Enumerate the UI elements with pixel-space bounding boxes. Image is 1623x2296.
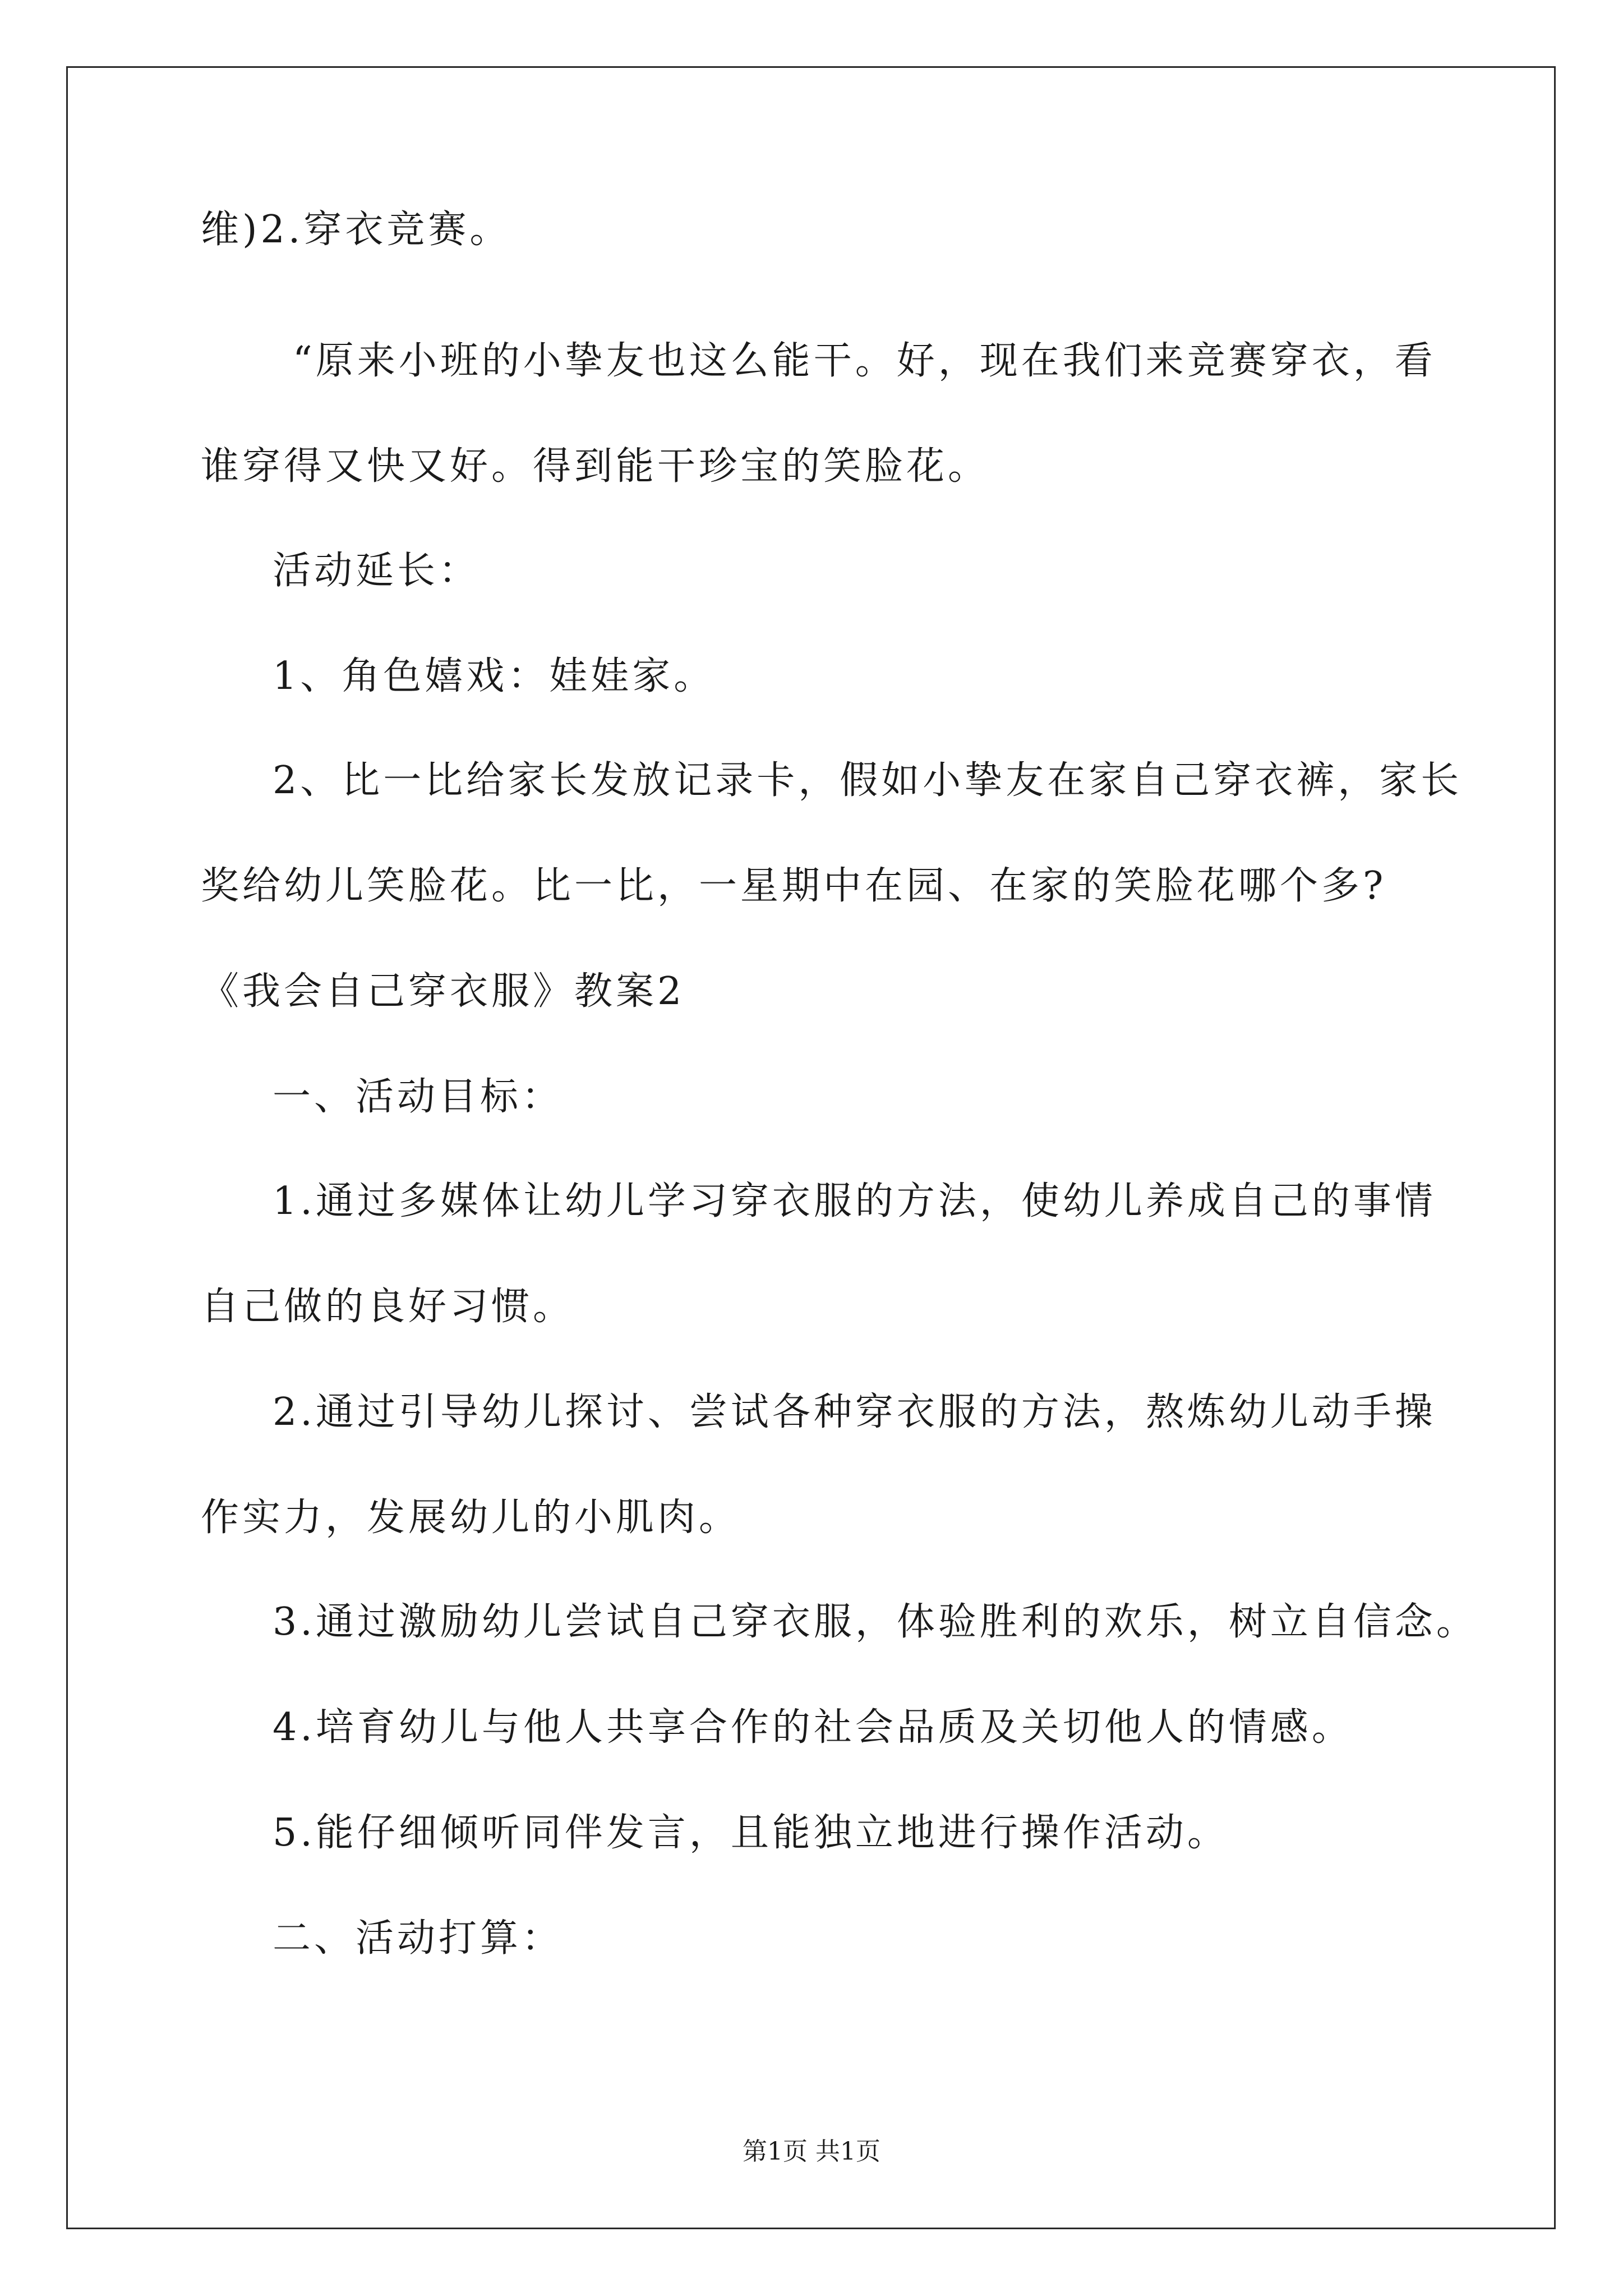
page-number-footer: 第1页 共1页	[743, 2137, 880, 2166]
text-line: 维)2.穿衣竞赛。	[201, 208, 511, 252]
text-line: 1、角色嬉戏：娃娃家。	[273, 654, 716, 698]
text-line: 3.通过激励幼儿尝试自己穿衣服，体验胜利的欢乐，树立自信念。	[273, 1600, 1478, 1644]
text-line: 1.通过多媒体让幼儿学习穿衣服的方法，使幼儿养成自己的事情	[273, 1179, 1436, 1223]
text-line: 活动延长：	[273, 549, 481, 593]
text-line: 自己做的良好习惯。	[201, 1285, 575, 1329]
text-line: “原来小班的小挚友也这么能干。好，现在我们来竞赛穿衣，看	[293, 339, 1436, 383]
text-line: 作实力，发展幼儿的小肌肉。	[201, 1496, 741, 1540]
page-frame	[66, 66, 1556, 2229]
text-line: 谁穿得又快又好。得到能干珍宝的笑脸花。	[201, 444, 990, 489]
text-line: 5.能仔细倾听同伴发言，且能独立地进行操作活动。	[273, 1811, 1229, 1855]
section-heading: 《我会自己穿衣服》教案2	[201, 969, 685, 1014]
text-line: 奖给幼儿笑脸花。比一比，一星期中在园、在家的笑脸花哪个多?	[201, 864, 1387, 908]
text-line: 4.培育幼儿与他人共享合作的社会品质及关切他人的情感。	[273, 1705, 1353, 1750]
text-line: 2、比一比给家长发放记录卡，假如小挚友在家自己穿衣裤，家长	[273, 758, 1463, 803]
text-line: 一、活动目标：	[273, 1075, 564, 1119]
text-line: 二、活动打算：	[273, 1916, 564, 1961]
text-line: 2.通过引导幼儿探讨、尝试各种穿衣服的方法，熬炼幼儿动手操	[273, 1390, 1436, 1434]
